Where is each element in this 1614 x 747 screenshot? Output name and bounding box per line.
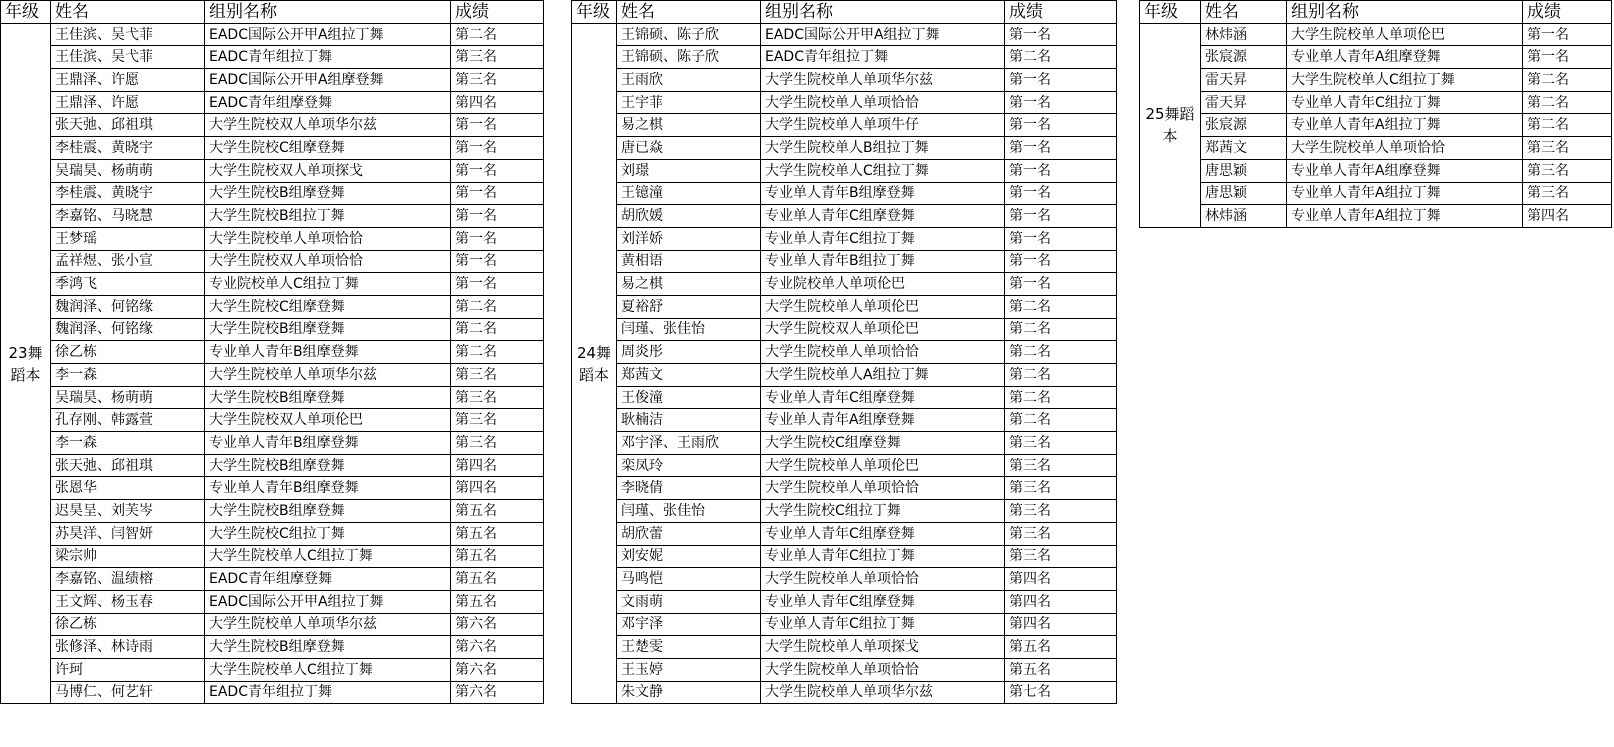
group-cell: 专业单人青年B组摩登舞 (205, 341, 451, 364)
result-cell: 第三名 (451, 386, 544, 409)
group-cell: 大学生院校双人单项探戈 (205, 159, 451, 182)
result-cell: 第六名 (451, 636, 544, 659)
name-cell: 王雨欣 (617, 69, 761, 92)
name-cell: 唐思颖 (1201, 182, 1287, 205)
table-row (572, 273, 1117, 296)
table-row (572, 432, 1117, 455)
table-row (1140, 137, 1612, 160)
group-cell: 专业单人青年C组拉丁舞 (761, 545, 1005, 568)
name-cell: 徐乙栋 (51, 341, 205, 364)
group-cell: 大学生院校单人C组拉丁舞 (1287, 69, 1523, 92)
table-row (572, 159, 1117, 182)
group-cell: 大学生院校C组摩登舞 (205, 295, 451, 318)
group-cell: 专业单人青年B组摩登舞 (205, 477, 451, 500)
table-row (1, 454, 544, 477)
result-cell: 第二名 (1005, 318, 1117, 341)
table-row (572, 636, 1117, 659)
result-cell: 第二名 (1005, 341, 1117, 364)
group-cell: 大学生院校单人单项伦巴 (1287, 23, 1523, 46)
table-row (1140, 114, 1612, 137)
group-cell: 大学生院校B组摩登舞 (205, 636, 451, 659)
result-cell: 第二名 (451, 295, 544, 318)
header-result: 成绩 (1005, 1, 1117, 24)
table-row (1, 250, 544, 273)
result-cell: 第三名 (1005, 454, 1117, 477)
table-row (572, 500, 1117, 523)
result-cell: 第一名 (451, 273, 544, 296)
table-row (572, 613, 1117, 636)
name-cell: 唐已焱 (617, 137, 761, 160)
table-row (1, 545, 544, 568)
group-cell: 大学生院校单人单项华尔兹 (205, 364, 451, 387)
group-cell: EADC国际公开甲A组摩登舞 (205, 69, 451, 92)
result-cell: 第一名 (1005, 23, 1117, 46)
group-cell: 专业单人青年A组拉丁舞 (1287, 205, 1523, 228)
group-cell: 大学生院校双人单项恰恰 (205, 250, 451, 273)
result-cell: 第二名 (1005, 386, 1117, 409)
group-cell: 大学生院校单人单项恰恰 (761, 477, 1005, 500)
table-header-row (1140, 1, 1612, 24)
result-cell: 第三名 (1005, 477, 1117, 500)
result-cell: 第一名 (1523, 23, 1612, 46)
header-name: 姓名 (51, 1, 205, 24)
name-cell: 邓宇泽、王雨欣 (617, 432, 761, 455)
result-cell: 第四名 (1005, 568, 1117, 591)
result-cell: 第六名 (451, 658, 544, 681)
table-row (1, 409, 544, 432)
group-cell: 大学生院校单人单项恰恰 (1287, 137, 1523, 160)
name-cell: 张宸源 (1201, 114, 1287, 137)
table-row (1, 137, 544, 160)
group-cell: 大学生院校单人单项华尔兹 (205, 613, 451, 636)
table-row (572, 250, 1117, 273)
name-cell: 王宇菲 (617, 91, 761, 114)
group-cell: 大学生院校双人单项伦巴 (761, 318, 1005, 341)
result-cell: 第一名 (1005, 250, 1117, 273)
name-cell: 易之棋 (617, 114, 761, 137)
name-cell: 王锦硕、陈子欣 (617, 23, 761, 46)
result-cell: 第五名 (451, 590, 544, 613)
result-cell: 第二名 (1523, 114, 1612, 137)
table-row (1, 295, 544, 318)
result-cell: 第二名 (451, 318, 544, 341)
table-row (572, 227, 1117, 250)
table-header-row (572, 1, 1117, 24)
group-cell: 专业院校单人单项伦巴 (761, 273, 1005, 296)
group-cell: 大学生院校B组拉丁舞 (205, 205, 451, 228)
table-row (1, 114, 544, 137)
table-row (1, 386, 544, 409)
name-cell: 许珂 (51, 658, 205, 681)
table-row (1140, 182, 1612, 205)
result-cell: 第一名 (451, 114, 544, 137)
group-cell: 大学生院校单人单项伦巴 (761, 295, 1005, 318)
group-cell: 专业院校单人C组拉丁舞 (205, 273, 451, 296)
name-cell: 闫瑾、张佳怡 (617, 500, 761, 523)
table-row (1, 477, 544, 500)
table-row (1140, 46, 1612, 69)
name-cell: 刘洋娇 (617, 227, 761, 250)
result-cell: 第四名 (451, 454, 544, 477)
name-cell: 周炎彤 (617, 341, 761, 364)
group-cell: 大学生院校B组摩登舞 (205, 454, 451, 477)
result-cell: 第五名 (451, 568, 544, 591)
table-row (572, 590, 1117, 613)
group-cell: 大学生院校单人C组拉丁舞 (205, 658, 451, 681)
group-cell: 大学生院校C组拉丁舞 (205, 522, 451, 545)
name-cell: 刘安妮 (617, 545, 761, 568)
table-row (572, 477, 1117, 500)
group-cell: EADC青年组摩登舞 (205, 568, 451, 591)
table-row (572, 364, 1117, 387)
name-cell: 梁宗帅 (51, 545, 205, 568)
table-row (1, 46, 544, 69)
group-cell: 专业单人青年C组摩登舞 (761, 386, 1005, 409)
name-cell: 王佳滨、吴弋菲 (51, 46, 205, 69)
name-cell: 王鼎泽、许愿 (51, 69, 205, 92)
result-cell: 第四名 (1523, 205, 1612, 228)
result-cell: 第一名 (451, 159, 544, 182)
group-cell: EADC国际公开甲A组拉丁舞 (205, 23, 451, 46)
group-cell: 专业单人青年A组摩登舞 (761, 409, 1005, 432)
table-row (1, 613, 544, 636)
table-row (1140, 69, 1612, 92)
result-cell: 第一名 (451, 205, 544, 228)
group-cell: 大学生院校单人单项恰恰 (761, 91, 1005, 114)
header-grade: 年级 (572, 1, 617, 24)
name-cell: 易之棋 (617, 273, 761, 296)
grade-cell: 23舞蹈本 (1, 23, 51, 704)
result-cell: 第一名 (1005, 205, 1117, 228)
name-cell: 王佳滨、吴弋菲 (51, 23, 205, 46)
group-cell: 大学生院校单人A组拉丁舞 (761, 364, 1005, 387)
header-result: 成绩 (451, 1, 544, 24)
table-row (572, 409, 1117, 432)
group-cell: 专业单人青年A组拉丁舞 (1287, 114, 1523, 137)
group-cell: 大学生院校单人单项探戈 (761, 636, 1005, 659)
group-cell: 大学生院校单人B组拉丁舞 (761, 137, 1005, 160)
group-cell: EADC青年组摩登舞 (205, 91, 451, 114)
table-row (572, 658, 1117, 681)
result-cell: 第一名 (451, 227, 544, 250)
table-row (572, 522, 1117, 545)
result-cell: 第一名 (1005, 159, 1117, 182)
result-cell: 第一名 (451, 137, 544, 160)
header-name: 姓名 (1201, 1, 1287, 24)
name-cell: 文雨萌 (617, 590, 761, 613)
group-cell: 大学生院校单人单项恰恰 (205, 227, 451, 250)
result-cell: 第三名 (451, 69, 544, 92)
result-cell: 第五名 (451, 500, 544, 523)
group-cell: 大学生院校双人单项华尔兹 (205, 114, 451, 137)
result-cell: 第二名 (1005, 295, 1117, 318)
group-cell: 专业单人青年C组摩登舞 (761, 205, 1005, 228)
result-cell: 第五名 (451, 522, 544, 545)
name-cell: 魏润泽、何铭缘 (51, 295, 205, 318)
result-cell: 第三名 (451, 364, 544, 387)
table-row (1, 318, 544, 341)
table-row (1, 590, 544, 613)
name-cell: 林炜涵 (1201, 23, 1287, 46)
result-cell: 第二名 (451, 341, 544, 364)
table-row (1, 500, 544, 523)
result-cell: 第一名 (1005, 182, 1117, 205)
name-cell: 栾凤玲 (617, 454, 761, 477)
result-cell: 第一名 (1005, 273, 1117, 296)
group-cell: 大学生院校C组拉丁舞 (761, 500, 1005, 523)
result-cell: 第四名 (1005, 590, 1117, 613)
result-cell: 第二名 (1523, 91, 1612, 114)
name-cell: 迟昊呈、刘芙岑 (51, 500, 205, 523)
result-cell: 第二名 (1523, 69, 1612, 92)
table-row (1, 432, 544, 455)
name-cell: 王锦硕、陈子欣 (617, 46, 761, 69)
table-row (1, 681, 544, 704)
result-cell: 第二名 (1005, 46, 1117, 69)
name-cell: 王梦瑶 (51, 227, 205, 250)
name-cell: 季鸿飞 (51, 273, 205, 296)
name-cell: 张天弛、邱祖琪 (51, 454, 205, 477)
result-cell: 第一名 (1005, 114, 1117, 137)
result-cell: 第七名 (1005, 681, 1117, 704)
group-cell: 大学生院校C组摩登舞 (205, 137, 451, 160)
group-cell: EADC青年组拉丁舞 (205, 681, 451, 704)
name-cell: 李嘉铭、马晓慧 (51, 205, 205, 228)
result-cell: 第二名 (451, 23, 544, 46)
group-cell: 大学生院校双人单项伦巴 (205, 409, 451, 432)
group-cell: EADC青年组拉丁舞 (205, 46, 451, 69)
name-cell: 李一森 (51, 432, 205, 455)
name-cell: 孔存刚、韩露萱 (51, 409, 205, 432)
result-cell: 第三名 (1005, 522, 1117, 545)
header-group: 组别名称 (1287, 1, 1523, 24)
result-cell: 第三名 (1005, 500, 1117, 523)
result-cell: 第三名 (1523, 159, 1612, 182)
name-cell: 孟祥煜、张小宣 (51, 250, 205, 273)
name-cell: 朱文静 (617, 681, 761, 704)
table-row (572, 114, 1117, 137)
group-cell: 专业单人青年C组摩登舞 (761, 522, 1005, 545)
table-row (1, 522, 544, 545)
table-row (1140, 205, 1612, 228)
name-cell: 林炜涵 (1201, 205, 1287, 228)
header-result: 成绩 (1523, 1, 1612, 24)
table-row (1, 227, 544, 250)
result-cell: 第六名 (451, 613, 544, 636)
table-row (572, 23, 1117, 46)
result-cell: 第四名 (1005, 613, 1117, 636)
table-row (1, 364, 544, 387)
group-cell: 专业单人青年A组拉丁舞 (1287, 182, 1523, 205)
group-cell: EADC青年组拉丁舞 (761, 46, 1005, 69)
result-cell: 第六名 (451, 681, 544, 704)
name-cell: 李一森 (51, 364, 205, 387)
table-row (1, 273, 544, 296)
table-row (572, 205, 1117, 228)
group-cell: 专业单人青年C组拉丁舞 (761, 613, 1005, 636)
table-row (1, 159, 544, 182)
result-cell: 第三名 (451, 432, 544, 455)
name-cell: 夏裕舒 (617, 295, 761, 318)
result-cell: 第三名 (1005, 432, 1117, 455)
name-cell: 吴瑞昊、杨萌萌 (51, 386, 205, 409)
result-cell: 第四名 (451, 91, 544, 114)
group-cell: 专业单人青年A组摩登舞 (1287, 46, 1523, 69)
group-cell: 大学生院校单人单项牛仔 (761, 114, 1005, 137)
name-cell: 张宸源 (1201, 46, 1287, 69)
table-row (572, 681, 1117, 704)
table-row (1140, 159, 1612, 182)
name-cell: 刘璟 (617, 159, 761, 182)
name-cell: 胡欣媛 (617, 205, 761, 228)
result-cell: 第五名 (1005, 636, 1117, 659)
name-cell: 唐思颖 (1201, 159, 1287, 182)
group-cell: 大学生院校单人单项恰恰 (761, 568, 1005, 591)
grade-cell: 25舞蹈本 (1140, 23, 1201, 227)
name-cell: 郑茜文 (617, 364, 761, 387)
name-cell: 张修泽、林诗雨 (51, 636, 205, 659)
name-cell: 魏润泽、何铭缘 (51, 318, 205, 341)
result-cell: 第四名 (451, 477, 544, 500)
name-cell: 徐乙栋 (51, 613, 205, 636)
result-cell: 第三名 (1523, 137, 1612, 160)
table-row (572, 545, 1117, 568)
table-row (572, 182, 1117, 205)
result-cell: 第二名 (1005, 364, 1117, 387)
result-cell: 第三名 (451, 409, 544, 432)
table-row (1, 23, 544, 46)
result-cell: 第三名 (1523, 182, 1612, 205)
group-cell: 大学生院校B组摩登舞 (205, 318, 451, 341)
name-cell: 王镱潼 (617, 182, 761, 205)
result-cell: 第一名 (1005, 137, 1117, 160)
table-row (572, 454, 1117, 477)
table-header-row (1, 1, 544, 24)
name-cell: 李晓倩 (617, 477, 761, 500)
table-row (1140, 91, 1612, 114)
name-cell: 雷天昇 (1201, 69, 1287, 92)
table-row (1, 341, 544, 364)
group-cell: 大学生院校单人C组拉丁舞 (761, 159, 1005, 182)
name-cell: 王玉婷 (617, 658, 761, 681)
group-cell: 大学生院校单人单项华尔兹 (761, 681, 1005, 704)
awards-table-23 (0, 0, 544, 704)
group-cell: 大学生院校B组摩登舞 (205, 500, 451, 523)
group-cell: 大学生院校单人单项伦巴 (761, 454, 1005, 477)
header-group: 组别名称 (205, 1, 451, 24)
group-cell: EADC国际公开甲A组拉丁舞 (761, 23, 1005, 46)
header-grade: 年级 (1140, 1, 1201, 24)
result-cell: 第三名 (451, 46, 544, 69)
name-cell: 吴瑞昊、杨萌萌 (51, 159, 205, 182)
group-cell: EADC国际公开甲A组拉丁舞 (205, 590, 451, 613)
name-cell: 李桂震、黄晓宇 (51, 137, 205, 160)
group-cell: 专业单人青年C组摩登舞 (761, 590, 1005, 613)
header-name: 姓名 (617, 1, 761, 24)
awards-table-24 (571, 0, 1117, 704)
name-cell: 张恩华 (51, 477, 205, 500)
name-cell: 李嘉铭、温绩榕 (51, 568, 205, 591)
name-cell: 王楚雯 (617, 636, 761, 659)
group-cell: 大学生院校B组摩登舞 (205, 386, 451, 409)
name-cell: 黄相语 (617, 250, 761, 273)
name-cell: 闫瑾、张佳怡 (617, 318, 761, 341)
result-cell: 第五名 (451, 545, 544, 568)
table-row (1, 205, 544, 228)
name-cell: 马博仁、何艺轩 (51, 681, 205, 704)
group-cell: 大学生院校单人单项恰恰 (761, 658, 1005, 681)
group-cell: 专业单人青年B组拉丁舞 (761, 250, 1005, 273)
result-cell: 第一名 (1005, 91, 1117, 114)
group-cell: 大学生院校B组摩登舞 (205, 182, 451, 205)
table-row (1, 636, 544, 659)
result-cell: 第一名 (451, 182, 544, 205)
group-cell: 大学生院校单人单项恰恰 (761, 341, 1005, 364)
name-cell: 王文辉、杨玉春 (51, 590, 205, 613)
name-cell: 苏昊洋、闫智妍 (51, 522, 205, 545)
table-row (572, 386, 1117, 409)
header-grade: 年级 (1, 1, 51, 24)
result-cell: 第二名 (1005, 409, 1117, 432)
table-row (1, 658, 544, 681)
name-cell: 胡欣蕾 (617, 522, 761, 545)
group-cell: 大学生院校C组摩登舞 (761, 432, 1005, 455)
result-cell: 第三名 (1005, 545, 1117, 568)
table-row (572, 295, 1117, 318)
name-cell: 耿楠洁 (617, 409, 761, 432)
name-cell: 雷天昇 (1201, 91, 1287, 114)
table-row (572, 46, 1117, 69)
group-cell: 大学生院校单人C组拉丁舞 (205, 545, 451, 568)
name-cell: 李桂震、黄晓宇 (51, 182, 205, 205)
name-cell: 王俊潼 (617, 386, 761, 409)
name-cell: 马鸣恺 (617, 568, 761, 591)
table-row (1, 69, 544, 92)
table-row (572, 91, 1117, 114)
group-cell: 专业单人青年C组拉丁舞 (761, 227, 1005, 250)
result-cell: 第一名 (1005, 69, 1117, 92)
table-row (572, 341, 1117, 364)
name-cell: 王鼎泽、许愿 (51, 91, 205, 114)
table-row (572, 137, 1117, 160)
table-row (572, 568, 1117, 591)
table-row (572, 318, 1117, 341)
result-cell: 第五名 (1005, 658, 1117, 681)
group-cell: 专业单人青年B组摩登舞 (761, 182, 1005, 205)
result-cell: 第一名 (451, 250, 544, 273)
grade-cell: 24舞蹈本 (572, 23, 617, 704)
group-cell: 专业单人青年B组摩登舞 (205, 432, 451, 455)
table-row (1, 91, 544, 114)
table-row (1140, 23, 1612, 46)
group-cell: 专业单人青年A组摩登舞 (1287, 159, 1523, 182)
name-cell: 邓宇泽 (617, 613, 761, 636)
result-cell: 第一名 (1005, 227, 1117, 250)
group-cell: 专业单人青年C组拉丁舞 (1287, 91, 1523, 114)
header-group: 组别名称 (761, 1, 1005, 24)
name-cell: 张天弛、邱祖琪 (51, 114, 205, 137)
name-cell: 郑茜文 (1201, 137, 1287, 160)
table-row (1, 182, 544, 205)
result-cell: 第一名 (1523, 46, 1612, 69)
table-row (572, 69, 1117, 92)
table-row (1, 568, 544, 591)
group-cell: 大学生院校单人单项华尔兹 (761, 69, 1005, 92)
awards-table-25 (1139, 0, 1612, 228)
